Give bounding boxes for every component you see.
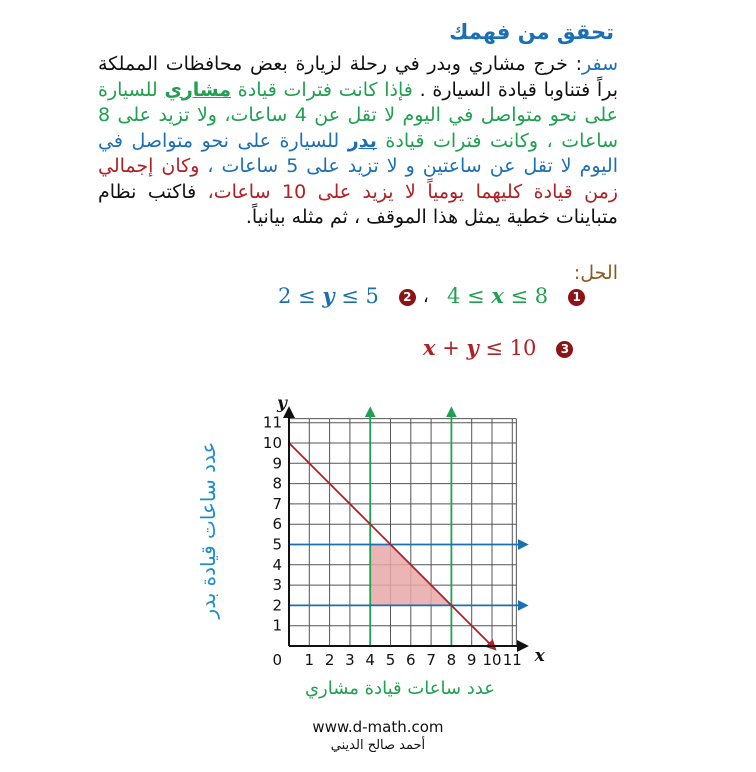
x-tick-label: 4 — [365, 651, 375, 669]
inequality-2-left: 2 ≤ — [278, 284, 323, 308]
x-tick-label: 3 — [345, 651, 355, 669]
badge-2: 2 — [399, 289, 416, 306]
x-tick-label: 7 — [426, 651, 436, 669]
inequality-2-var: y — [322, 283, 335, 308]
y-tick-label: 8 — [272, 474, 282, 493]
badge-3: 3 — [556, 341, 573, 358]
y-tick-label: 11 — [262, 413, 282, 432]
y-tick-label: 2 — [272, 596, 282, 615]
x-tick-label: 1 — [304, 651, 315, 669]
y-tick-label: 10 — [262, 434, 282, 452]
x-tick-label: 6 — [406, 651, 416, 669]
x-tick-label: 8 — [446, 651, 457, 669]
x-tick-label: 9 — [466, 651, 477, 669]
name-mishari: مشاري — [164, 78, 232, 101]
y-tick-label: 1 — [272, 616, 282, 635]
problem-green-part: فإذا كانت فترات قيادة — [231, 78, 413, 101]
separator: ، — [423, 286, 429, 307]
problem-total-hours: وكان إجمالي زمن قيادة كليهما يومياً لا يزيد على 10 ساعات، — [98, 155, 618, 203]
x-tick-label: 10 — [482, 651, 502, 669]
y-tick-label: 3 — [272, 576, 282, 595]
name-badr: بدر — [347, 129, 377, 152]
y-tick-label: 6 — [272, 515, 282, 534]
x-tick-label: 11 — [502, 651, 522, 669]
problem-intro: خرج مشاري وبدر في رحلة لزيارة بعض محافظات المملكة براً فتناوبا قيادة السيارة . — [98, 53, 618, 101]
x-axis-letter: x — [534, 646, 545, 666]
inequality-1-left: 4 ≤ — [447, 284, 492, 308]
problem-ending: فاكتب نظام متباينات خطية يمثل هذا الموقف ، ثم مثله بيانياً. — [98, 180, 618, 228]
problem-label: سفر — [581, 53, 618, 75]
y-tick-label: 7 — [272, 494, 282, 513]
y-axis-title: عدد ساعات قيادة بدر — [196, 441, 220, 619]
footer-site: www.d-math.com — [312, 718, 444, 736]
x-tick-label: 5 — [385, 651, 396, 669]
y-tick-label: 9 — [272, 454, 282, 473]
solution-label: الحل: — [573, 262, 618, 284]
inequality-2-right: ≤ 5 — [334, 284, 379, 308]
problem-colon: : — [567, 53, 582, 75]
y-tick-label: 5 — [272, 535, 282, 554]
problem-badr-hours: للسيارة على نحو متواصل في اليوم لا تقل عن ساعتين و لا تزيد على 5 ساعات ، — [98, 129, 618, 177]
x-axis-title: عدد ساعات قيادة مشاري — [304, 678, 496, 699]
x-tick-label: 2 — [324, 651, 335, 669]
origin-label: 0 — [272, 651, 282, 669]
inequality-3-right: ≤ 10 — [478, 336, 537, 360]
badge-1: 1 — [568, 289, 585, 306]
inequality-3-plus: + — [435, 336, 467, 360]
page-title: تحقق من فهمك — [449, 20, 614, 44]
y-tick-label: 4 — [272, 555, 282, 574]
inequality-3-var-x: x — [423, 335, 436, 360]
inequality-3-var-y: y — [466, 335, 479, 360]
y-axis-letter: y — [277, 393, 287, 414]
boundary-line-sum — [289, 443, 495, 649]
footer-author: أحمد صالح الديني — [330, 738, 426, 753]
inequality-1-right: ≤ 8 — [503, 284, 549, 308]
problem-mishari-hours: للسيارة على نحو متواصل في اليوم لا تقل عن 4 ساعات، ولا تزيد على 8 ساعات ، وكانت فترات قيادة — [98, 78, 619, 152]
inequality-1-var: x — [491, 283, 504, 308]
